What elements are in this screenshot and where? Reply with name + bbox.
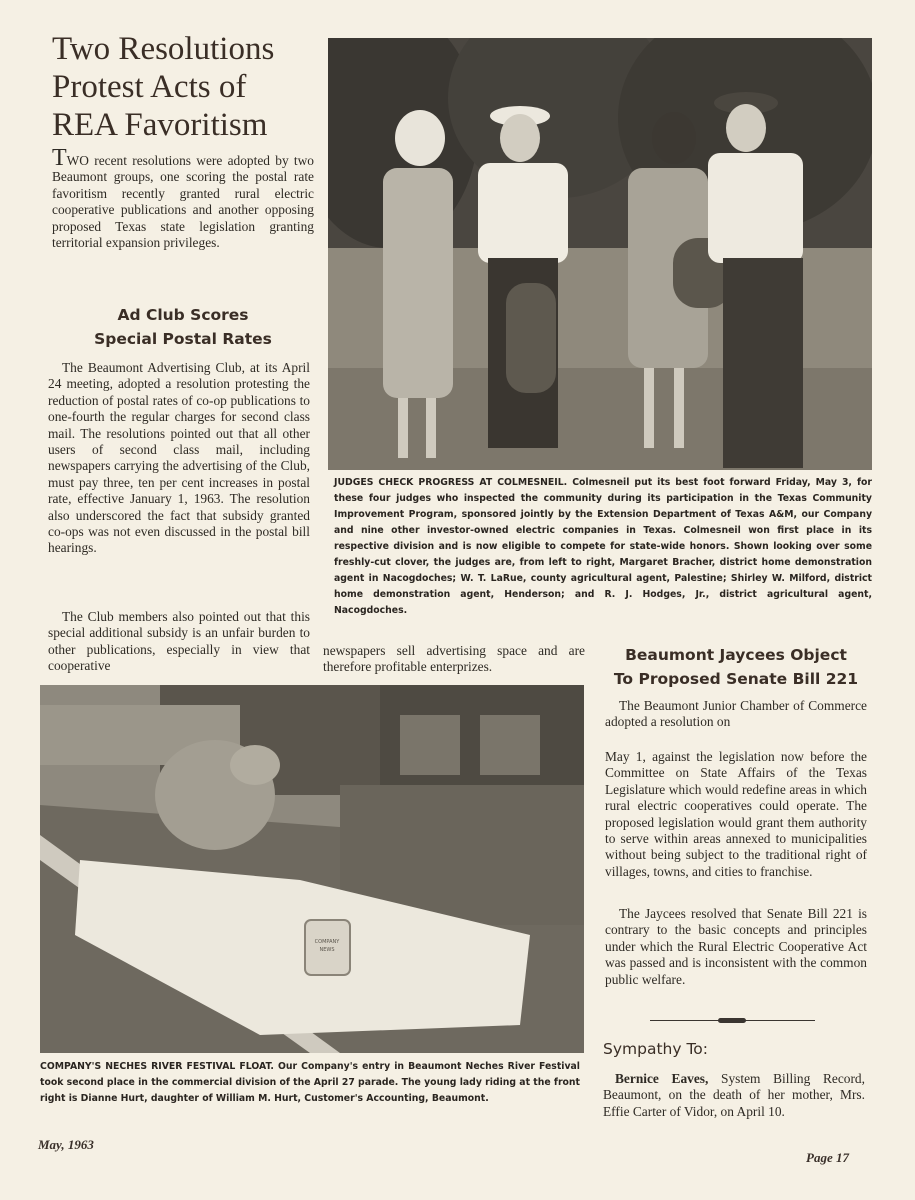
jaycees-paragraph-1b: May 1, against the legislation now before the Committee on State Affairs of the Texas Legislature which would redefine areas in which rural electric cooperatives could operate. The proposed legislation would grant them authority to serve within areas annexed to municipalities without being subject to the traditional right of villages, towns, and cities to franchise. xyxy=(605,749,867,879)
page-headline xyxy=(52,30,327,144)
sympathy-paragraph xyxy=(603,1071,865,1120)
sympathy-title: Sympathy To: xyxy=(603,1040,708,1058)
jaycees-title-line-2: To Proposed Senate Bill 221 xyxy=(613,670,859,688)
headline-line-2: Protest Acts of xyxy=(52,69,247,105)
judges-caption xyxy=(334,475,872,619)
sympathy-text: System Billing Record, Beaumont, on the death of her mother, Mrs. Effie Carter of Vidor, on April 10. xyxy=(603,1071,865,1119)
jaycees-title-line-1: Beaumont Jaycees Object xyxy=(625,646,847,664)
jaycees-paragraph-2: The Jaycees resolved that Senate Bill 221 is contrary to the basic concepts and principles under which the Rural Electric Cooperative Act was passed and is inconsistent with the common public welfare. xyxy=(605,906,867,987)
adclub-title-line-1: Ad Club Scores xyxy=(117,306,249,324)
adclub-heading xyxy=(52,303,314,351)
float-sign xyxy=(305,920,350,975)
float-sign-text-line: NEWS xyxy=(319,947,335,953)
headline-line-3: REA Favoritism xyxy=(52,107,268,143)
headline-line-1: Two Resolutions xyxy=(52,31,275,67)
float-photo xyxy=(40,685,584,1053)
footer-page-number: Page 17 xyxy=(806,1150,849,1165)
float-caption-lead: COMPANY'S NECHES RIVER FESTIVAL FLOAT. xyxy=(40,1061,274,1072)
adclub-paragraph-2: The Club members also pointed out that this special additional subsidy is an unfair burden to other publications, especially in view that cooperative xyxy=(48,609,310,674)
judges-photo-image xyxy=(328,38,872,470)
intro-dropcap: T xyxy=(52,145,67,171)
float-sign-text-line: COMPANY xyxy=(314,939,340,945)
float-caption-text: Our Company's entry in Beaumont Neches River Festival took second place in the commercial division of the April 27 parade. The young lady riding at the front right is Dianne Hurt, daughter of William M. Hurt, Customer's Accounting, Beaumont. xyxy=(40,1061,580,1104)
intro-text: WO recent resolutions were adopted by two Beaumont groups, one scoring the postal rate favoritism recently granted rural electric cooperative publications and another opposing proposed Texas state legislation granting territorial expansion privileges. xyxy=(52,153,314,251)
adclub-title-line-2: Special Postal Rates xyxy=(94,330,272,348)
adclub-paragraph-1: The Beaumont Advertising Club, at its April 24 meeting, adopted a resolution protesting the reduction of postal rates of co-op publications to one-fourth the regular charges for second class mail. The resolutions pointed out that all other users of second class mail, including newspapers carrying the advertising of the Club, must pay three, ten per cent increases in postal rate, effective January 1, 1963. The resolution also underscored the fact that subsidy granted co-ops was not even discussed in the postal bill hearings. xyxy=(48,360,310,556)
sympathy-name: Bernice Eaves, xyxy=(615,1071,709,1086)
judges-caption-lead: JUDGES CHECK PROGRESS AT COLMESNEIL. xyxy=(334,477,568,488)
judges-photo xyxy=(328,38,872,470)
section-divider xyxy=(650,1018,815,1024)
jaycees-heading xyxy=(600,643,872,691)
judges-caption-text: Colmesneil put its best foot forward Friday, May 3, for these four judges who inspected the community during its participation in the Texas Community Improvement Program, sponsored jointly by the Extension Department of Texas A&M, our Company and nine other investor-owned electric companies in Texas. Colmesneil won first place in its respective division and is now eligible to compete for state-wide honors. Shown looking over some freshly-cut clover, the judges are, from left to right, Margaret Bracher, district home demonstration agent in Nacogdoches; W. T. LaRue, county agricultural agent, Palestine; Shirley W. Milford, district home demonstration agent, Henderson; and R. J. Hodges, Jr., district agricultural agent, Nacogdoches. xyxy=(334,477,872,616)
float-caption xyxy=(40,1059,580,1107)
intro-paragraph xyxy=(52,145,314,251)
footer-date: May, 1963 xyxy=(38,1137,94,1152)
adclub-paragraph-2-continued: newspapers sell advertising space and are therefore profitable enterprizes. xyxy=(323,643,585,675)
float-photo-image xyxy=(40,685,584,1053)
jaycees-paragraph-1a: The Beaumont Junior Chamber of Commerce adopted a resolution on xyxy=(605,698,867,730)
